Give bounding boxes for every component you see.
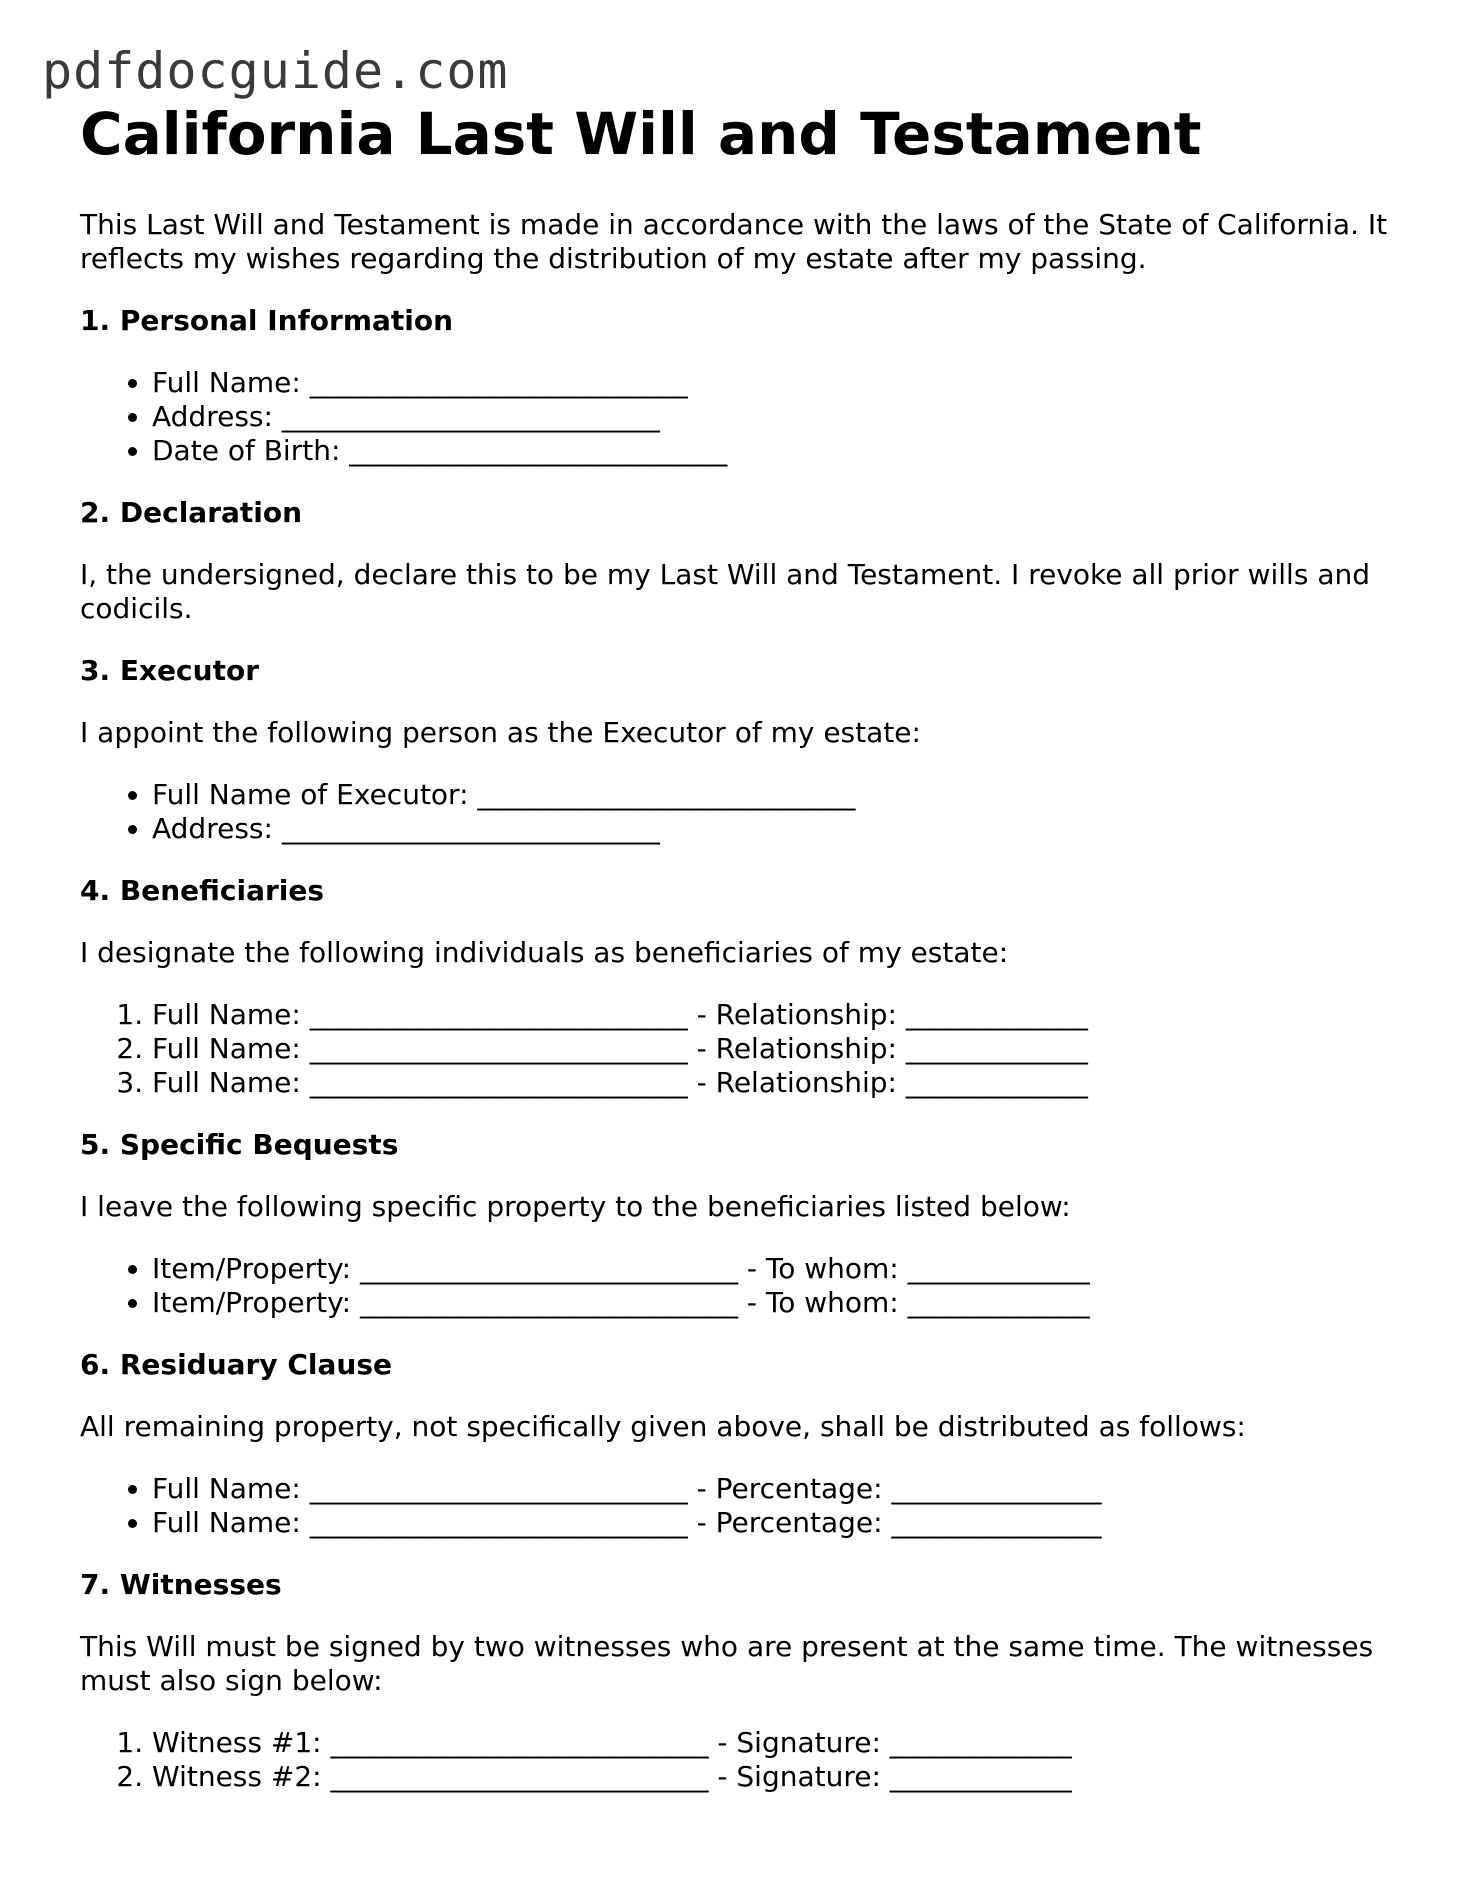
residuary-list — [80, 1472, 1400, 1540]
witness-row: 2. Witness #2: ___________________________ - Signature: _____________ — [152, 1760, 1400, 1794]
intro-paragraph: This Last Will and Testament is made in accordance with the laws of the State of California. It reflects my wishes regarding the distribution of my estate after my passing. — [80, 207, 1388, 275]
bequests-paragraph: I leave the following specific property to the beneficiaries listed below: — [80, 1189, 1071, 1223]
section-heading-bequests: 5. Specific Bequests — [80, 1127, 399, 1161]
beneficiary-row: 3. Full Name: ___________________________ - Relationship: _____________ — [152, 1066, 1400, 1100]
witnesses-list — [80, 1726, 1400, 1794]
executor-name-field: • Full Name of Executor: ___________________________ — [152, 778, 1400, 812]
bequest-row: • Item/Property: ___________________________ - To whom: _____________ — [152, 1252, 1400, 1286]
witness-row: 1. Witness #1: ___________________________ - Signature: _____________ — [152, 1726, 1400, 1760]
residuary-row: • Full Name: ___________________________ - Percentage: _______________ — [152, 1506, 1400, 1540]
personal-dob-field: • Date of Birth: ___________________________ — [152, 434, 1400, 468]
section-heading-residuary: 6. Residuary Clause — [80, 1347, 392, 1381]
beneficiaries-list — [80, 998, 1400, 1100]
section-heading-personal: 1. Personal Information — [80, 303, 454, 337]
executor-address-field: • Address: ___________________________ — [152, 812, 1400, 846]
bequest-row: • Item/Property: ___________________________ - To whom: _____________ — [152, 1286, 1400, 1320]
personal-info-list — [80, 366, 1400, 468]
section-heading-executor: 3. Executor — [80, 653, 260, 687]
declaration-paragraph: I, the undersigned, declare this to be my Last Will and Testament. I revoke all prior wills and codicils. — [80, 557, 1370, 625]
bequests-list — [80, 1252, 1400, 1320]
section-heading-beneficiaries: 4. Beneficiaries — [80, 873, 325, 907]
residuary-row: • Full Name: ___________________________ - Percentage: _______________ — [152, 1472, 1400, 1506]
section-heading-declaration: 2. Declaration — [80, 495, 303, 529]
executor-paragraph: I appoint the following person as the Executor of my estate: — [80, 715, 921, 749]
beneficiary-row: 2. Full Name: ___________________________ - Relationship: _____________ — [152, 1032, 1400, 1066]
witnesses-paragraph: This Will must be signed by two witnesses who are present at the same time. The witnesses must also sign below: — [80, 1629, 1374, 1697]
residuary-paragraph: All remaining property, not specifically given above, shall be distributed as follows: — [80, 1409, 1246, 1443]
beneficiary-row: 1. Full Name: ___________________________ - Relationship: _____________ — [152, 998, 1400, 1032]
document-title: California Last Will and Testament — [80, 100, 1202, 168]
beneficiaries-paragraph: I designate the following individuals as beneficiaries of my estate: — [80, 935, 1009, 969]
watermark: pdfdocguide.com — [42, 42, 509, 100]
personal-full-name-field: • Full Name: ___________________________ — [152, 366, 1400, 400]
personal-address-field: • Address: ___________________________ — [152, 400, 1400, 434]
document-page — [80, 100, 1400, 1794]
executor-list — [80, 778, 1400, 846]
section-heading-witnesses: 7. Witnesses — [80, 1567, 282, 1601]
